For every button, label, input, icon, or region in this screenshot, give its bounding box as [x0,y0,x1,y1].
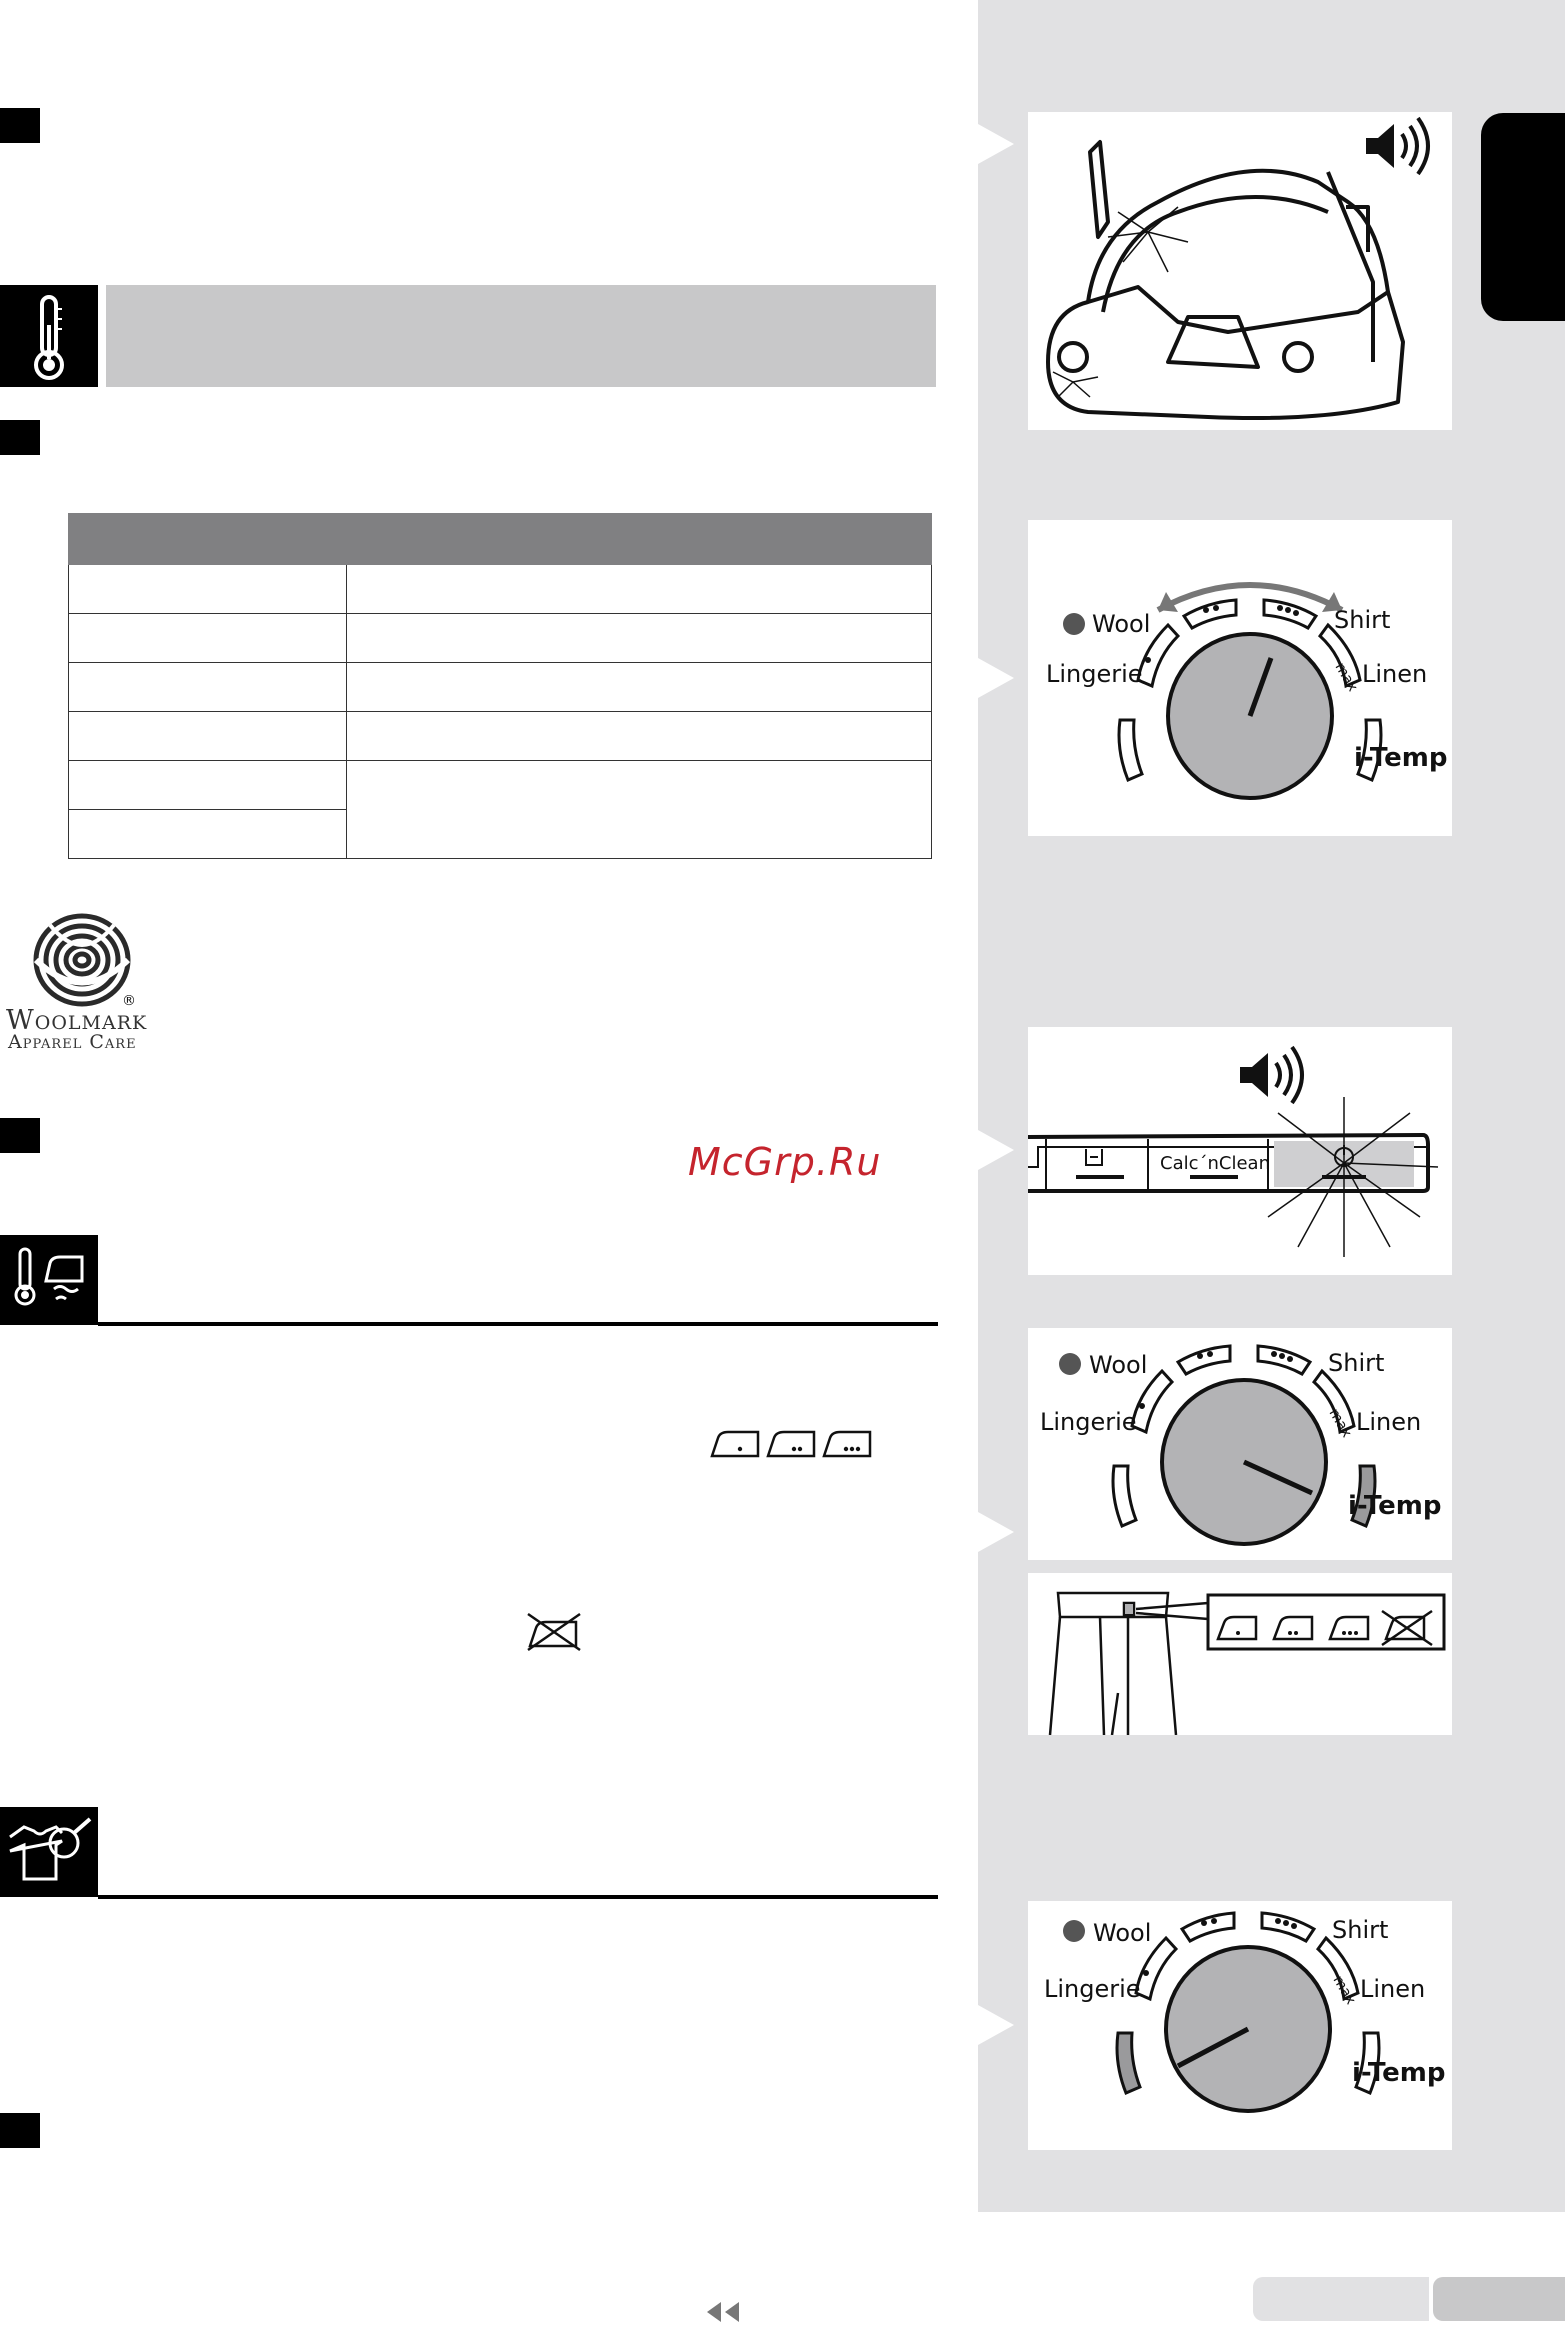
garment-search-icon [0,1807,98,1897]
sound-icon [1240,1047,1302,1103]
table-row [69,614,932,663]
dial-label-max: max [1325,1406,1355,1441]
panel-pointer [978,124,1014,164]
step-marker [0,1118,40,1153]
dial-label-linen: Linen [1360,1975,1426,2003]
no-ironing-icon [524,1610,584,1654]
control-panel-illustration [1028,1027,1452,1275]
section-heading-band [106,285,936,387]
panel-pointer [978,1130,1014,1170]
temperature-table [68,513,932,859]
language-tab[interactable] [1481,113,1565,321]
panel-pointer [978,2005,1014,2045]
footer-tab-light [1253,2277,1429,2321]
table-cell [69,712,347,761]
watermark-link[interactable]: McGrp.Ru [688,1140,882,1184]
step-marker [0,108,40,143]
dial-label-wool: Wool [1092,610,1151,638]
panel-pointer [978,658,1014,698]
step-marker [0,420,40,455]
garment-label-illustration [1028,1573,1452,1735]
prev-page-icon[interactable] [703,2300,747,2324]
dial-label-shirt: Shirt [1328,1349,1385,1377]
panel-pointer [978,1512,1014,1552]
iron-1-dot-icon [712,1432,758,1456]
table-cell [347,663,932,712]
dial-label-wool: Wool [1093,1919,1152,1947]
woolmark-brand: Woolmark [6,1005,148,1036]
section-rule [98,1895,938,1899]
dial-label-max: max [1329,1973,1359,2008]
dial-label-linen: Linen [1356,1408,1422,1436]
table-cell [69,663,347,712]
dial-label-max: max [1331,660,1361,695]
table-header-cell [69,514,347,565]
temperature-dial-illustration [1028,1328,1452,1560]
dial-label-itemp: i-Temp [1348,1491,1442,1521]
iron-3-dots-icon [824,1432,870,1456]
calc-clean-label: Calc´nClean [1160,1153,1270,1174]
dial-label-linen: Linen [1362,660,1428,688]
iron-2-dots-icon [768,1432,814,1456]
table-row [69,712,932,761]
table-cell [69,565,347,614]
dial-label-lingerie: Lingerie [1046,660,1143,688]
dial-label-shirt: Shirt [1332,1916,1389,1944]
registered-mark: ® [122,993,136,1009]
dial-label-lingerie: Lingerie [1040,1408,1137,1436]
dial-label-itemp: i-Temp [1352,2058,1446,2088]
dial-label-itemp: i-Temp [1354,743,1448,773]
temperature-dial-illustration [1028,520,1452,836]
table-header-row [69,514,932,565]
section-rule [98,1322,938,1326]
temperature-steam-icon [0,1235,98,1325]
sound-icon [1366,118,1428,174]
table-row [69,761,932,810]
table-cell [347,565,932,614]
table-cell [69,761,347,810]
footer-tab-dark [1433,2277,1565,2321]
woolmark-logo [0,905,170,1055]
dial-label-shirt: Shirt [1334,606,1391,634]
table-row [69,565,932,614]
thermometer-icon [0,285,98,387]
dial-label-wool: Wool [1089,1351,1148,1379]
table-header-cell [347,514,932,565]
table-cell [347,761,932,859]
step-marker [0,2113,40,2148]
table-cell [69,810,347,859]
illustration-iron-station [1028,112,1452,430]
table-row [69,663,932,712]
table-cell [347,614,932,663]
temperature-dial-illustration [1028,1901,1452,2150]
iron-symbols-row [710,1422,880,1462]
water-tank-icon [1086,1149,1102,1165]
table-cell [347,712,932,761]
dial-label-lingerie: Lingerie [1044,1975,1141,2003]
woolmark-subtext: Apparel Care [8,1031,137,1053]
table-cell [69,614,347,663]
